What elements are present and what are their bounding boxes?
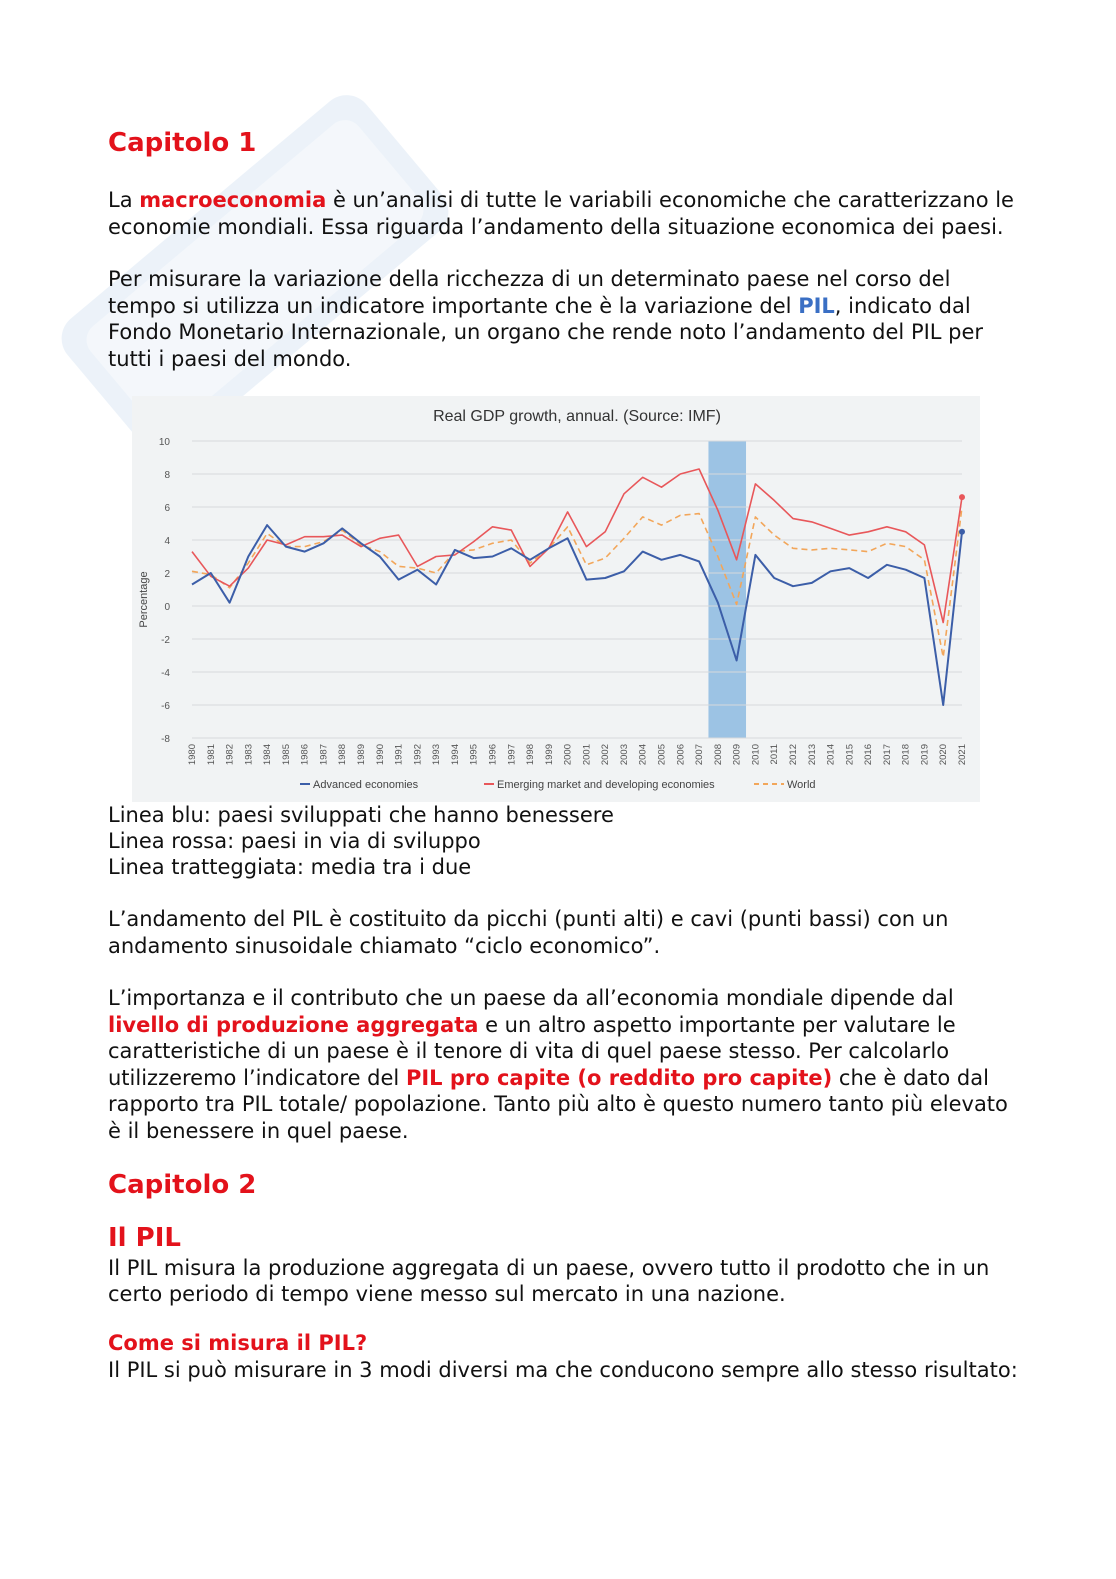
- legend-label-0: Advanced economies: [313, 779, 419, 792]
- x-tick-label: 1985: [280, 744, 292, 766]
- x-tick-label: 2008: [712, 744, 724, 766]
- term-macroeconomia: macroeconomia: [139, 188, 327, 213]
- x-tick-label: 1999: [543, 744, 555, 766]
- y-tick-label: 0: [164, 602, 170, 614]
- cycle-paragraph: L’andamento del PIL è costituito da picchi (punti alti) e cavi (punti bassi) con un andamento sinusoidale chiamato “ciclo economico”.: [108, 907, 949, 958]
- chapter2-title: Capitolo 2: [108, 1170, 257, 1201]
- legend-label-2: World: [787, 779, 816, 792]
- y-tick-label: -4: [161, 668, 170, 680]
- x-tick-label: 2014: [825, 744, 837, 766]
- x-tick-label: 2020: [938, 744, 950, 766]
- x-tick-label: 2007: [694, 744, 706, 766]
- x-tick-label: 1987: [318, 744, 330, 766]
- x-tick-label: 2003: [618, 744, 630, 766]
- x-tick-label: 2001: [581, 744, 593, 766]
- x-tick-label: 1992: [412, 744, 424, 766]
- term-pil: PIL: [798, 293, 835, 318]
- x-tick-label: 2013: [806, 744, 818, 766]
- x-tick-label: 1986: [299, 744, 311, 766]
- legend-line-red: Linea rossa: paesi in via di sviluppo: [108, 829, 481, 854]
- subsection-title-misura: Come si misura il PIL?: [108, 1330, 368, 1355]
- chart-title: Real GDP growth, annual. (Source: IMF): [433, 408, 721, 426]
- chapter1-title: Capitolo 1: [108, 128, 257, 158]
- pil-definition-paragraph: Il PIL misura la produzione aggregata di un paese, ovvero tutto il prodotto che in un certo periodo di tempo viene messo sul mercato in una nazione.: [108, 1255, 990, 1307]
- y-tick-label: -6: [161, 701, 170, 713]
- legend-label-1: Emerging market and developing economies: [497, 779, 715, 792]
- x-tick-label: 2018: [900, 744, 912, 766]
- series-advanced-line: [192, 525, 962, 705]
- gdp-chart: [132, 396, 980, 802]
- x-tick-label: 2009: [731, 744, 743, 766]
- y-tick-label: 8: [164, 470, 170, 482]
- x-tick-label: 2021: [957, 744, 968, 766]
- term-pil-pro-capite: PIL pro capite (o reddito pro capite): [405, 1065, 833, 1090]
- x-tick-label: 1980: [187, 744, 198, 766]
- y-tick-label: -8: [161, 734, 170, 746]
- recession-band: [708, 441, 746, 738]
- x-tick-label: 2010: [750, 744, 762, 766]
- series-emerging-endpoint: [959, 494, 965, 500]
- measure-paragraph: Il PIL si può misurare in 3 modi diversi ma che conducono sempre allo stesso risultato:: [108, 1357, 1018, 1382]
- x-tick-label: 1984: [262, 744, 274, 766]
- x-tick-label: 1994: [449, 744, 461, 766]
- x-tick-label: 1983: [243, 744, 255, 766]
- x-tick-label: 2015: [844, 744, 856, 766]
- term-produzione-aggregata: livello di produzione aggregata: [108, 1012, 479, 1037]
- x-tick-label: 1991: [393, 744, 405, 766]
- x-tick-label: 1993: [431, 744, 443, 766]
- x-tick-label: 2002: [600, 744, 612, 766]
- y-tick-label: 2: [164, 569, 170, 581]
- series-advanced-endpoint: [959, 529, 965, 535]
- x-tick-label: 2019: [919, 744, 931, 766]
- x-tick-label: 1995: [468, 744, 480, 766]
- y-tick-label: 10: [158, 437, 170, 449]
- x-tick-label: 2004: [637, 744, 649, 766]
- y-tick-label: 4: [164, 536, 170, 548]
- x-tick-label: 1988: [337, 744, 349, 766]
- x-tick-label: 1998: [525, 744, 537, 766]
- x-tick-label: 2006: [675, 744, 687, 766]
- section-title-pil: Il PIL: [108, 1223, 181, 1254]
- x-tick-label: 2012: [787, 744, 799, 766]
- intro-paragraph: La macroeconomia è un’analisi di tutte le variabili economiche che caratterizzano le economie mondiali. Essa riguarda l’andamento della situazione economica dei paesi.: [108, 188, 1014, 239]
- legend-line-blue: Linea blu: paesi sviluppati che hanno benessere: [108, 803, 614, 828]
- y-tick-label: -2: [161, 635, 170, 647]
- x-tick-label: 1989: [356, 744, 368, 766]
- x-tick-label: 2000: [562, 744, 574, 766]
- x-tick-label: 2005: [656, 744, 668, 766]
- x-tick-label: 2011: [769, 744, 781, 765]
- pil-paragraph: Per misurare la variazione della ricchezza di un determinato paese nel corso del tempo si utilizza un indicatore importante che è la variazione del PIL, indicato dal Fondo Monetario Internazionale, un organo che rende noto l’andamento del PIL per tutti i paesi del mondo.: [108, 267, 984, 371]
- x-tick-label: 1997: [506, 744, 518, 766]
- x-tick-label: 1996: [487, 744, 499, 766]
- x-tick-label: 1982: [224, 744, 236, 766]
- legend-line-dashed: Linea tratteggiata: media tra i due: [108, 855, 472, 880]
- x-tick-label: 2017: [881, 744, 893, 766]
- y-axis-label: Percentage: [138, 571, 150, 628]
- production-paragraph: L’importanza e il contributo che un paese da all’economia mondiale dipende dal livello di produzione aggregata e un altro aspetto importante per valutare le caratteristiche di un paese è il tenore di vita di quel paese stesso. Per calcolarlo utilizzeremo l’indicatore del PIL pro capite (o reddito pro capite) che è dato dal rapporto tra PIL totale/ popolazione. Tanto più alto è questo numero tanto più elevato è il benessere in quel paese.: [108, 986, 1008, 1143]
- x-tick-label: 1990: [374, 744, 386, 766]
- x-tick-label: 2016: [863, 744, 875, 766]
- gdp-chart-svg: [132, 396, 980, 802]
- x-tick-label: 1981: [205, 744, 217, 766]
- y-tick-label: 6: [164, 503, 170, 515]
